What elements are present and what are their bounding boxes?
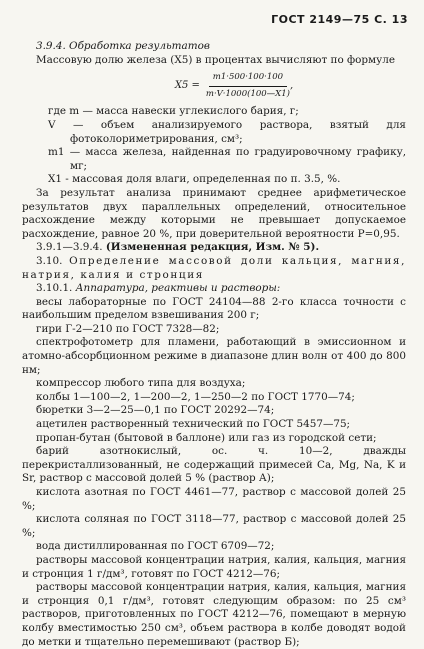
section-heading-3-9-4: 3.9.4. Обработка результатов [36, 40, 210, 52]
list-item: гири Г-2—210 по ГОСТ 7328—82; [36, 322, 220, 335]
list-item: ацетилен растворенный технический по ГОСТ 5457—75; [36, 418, 351, 431]
list-item: кислота азотная по ГОСТ 4461—77, раствор с массовой долей 25 %; [22, 486, 406, 512]
edition-prefix: 3.9.1—3.9.4. [36, 241, 103, 254]
list-item: растворы массовой концентрации натрия, калия, кальция, магния и стронция 0,1 г/дм³, готовят следующим образом: по 25 см³ растворов, приготовленных по ГОСТ 4212—76, помещают в мерную колбу вместимостью 250 см³, объем раствора в колбе доводят водой до метки и тщательно перемешивают (раствор Б); [22, 581, 406, 648]
list-item: барий азотнокислый, ос. ч. 10—2, дважды перекристаллизованный, не содержащий примесей Ca, Mg, Na, K и Sr, раствор с массовой долей 5 % (раствор А); [22, 445, 406, 485]
list-item: колбы 1—100—2, 1—200—2, 1—250—2 по ГОСТ 1770—74; [36, 390, 355, 403]
list-item: компрессор любого типа для воздуха; [36, 377, 246, 390]
where-x1: X1 - массовая доля влаги, определенная по п. 3.5, %. [48, 173, 341, 186]
section-number-3-10: 3.10. [36, 254, 63, 267]
list-item: бюретки 3—2—25—0,1 по ГОСТ 20292—74; [36, 404, 275, 417]
edition-text: (Измененная редакция, Изм. № 5). [105, 241, 320, 254]
formula-x5 [62, 71, 406, 101]
subsection-3-10-1 [22, 282, 406, 296]
formula-fraction [206, 71, 290, 101]
page-content [22, 40, 406, 649]
formula-lhs: X5 = [174, 80, 200, 92]
where-m1: m1 — масса железа, найденная по градуировочному графику, мг; [48, 146, 406, 172]
subsection-number: 3.10.1. [36, 282, 73, 295]
list-item: растворы массовой концентрации натрия, калия, кальция, магния и стронция 1 г/дм³, готовят по ГОСТ 4212—76; [22, 553, 406, 580]
where-m: где m — масса навески углекислого бария, г; [48, 105, 299, 118]
formula-tail: , [289, 80, 294, 92]
where-v: V — объем анализируемого раствора, взятый для фотоколориметрирования, см³; [48, 118, 406, 145]
edition-note [22, 241, 406, 255]
formula-numerator: m1·500·100·100 [209, 71, 287, 87]
result-paragraph: За результат анализа принимают среднее арифметическое результатов двух параллельных определений, относительное расхождение между которыми не превышает допускаемое расхождение, равное 20 %, при доверительной вероятности P=0,95. [22, 186, 406, 240]
list-item: кислота соляная по ГОСТ 3118—77, раствор с массовой долей 25 %; [22, 513, 406, 539]
section-title-3-10: Определение массовой доли кальция, магния, натрия, калия и стронция [22, 254, 406, 281]
section-heading-3-10 [22, 255, 406, 282]
formula-denominator: m·V·1000(100—X1) [205, 88, 290, 99]
page-header: ГОСТ 2149—75 С. 13 [271, 13, 408, 26]
formula-intro: Массовую долю железа (X5) в процентах вычисляют по формуле [36, 53, 395, 66]
list-item: вода дистиллированная по ГОСТ 6709—72; [36, 540, 275, 553]
list-item: весы лабораторные по ГОСТ 24104—88 2-го класса точности с наибольшим пределом взвешивания 200 г; [22, 295, 406, 322]
subsection-title: Аппаратура, реактивы и растворы: [75, 282, 281, 295]
list-item: пропан-бутан (бытовой в баллоне) или газ из городской сети; [36, 431, 377, 444]
list-item: спектрофотометр для пламени, работающий в эмиссионном и атомно-абсорбционном режиме в диапазоне длин волн от 400 до 800 нм; [22, 336, 406, 376]
